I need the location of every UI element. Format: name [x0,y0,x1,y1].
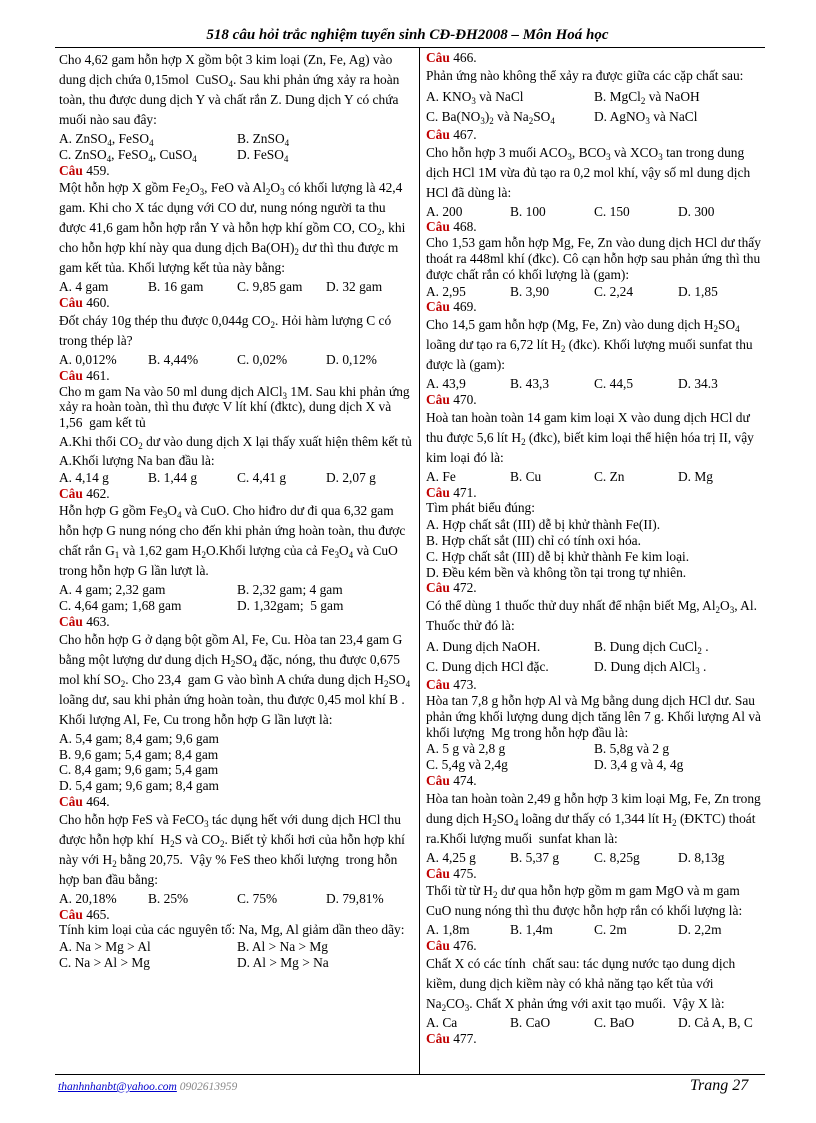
question-stem: Hòa tan hoàn toàn 2,49 g hỗn hợp 3 kim loại Mg, Fe, Zn trong dung dịch $H_2SO_4$ loãng dư thấy có 1,344 lít $H_2$ (ĐKTC) thoát ra.Khối lượng muối sunfat khan là: [426,790,761,846]
question-number: 471. [453,484,477,500]
question-number: 476. [453,938,477,954]
question-stem: Một hỗn hợp X gồm $Fe_2O_3$, FeO và $Al_2O_3$ có khối lượng là 42,4 gam. Khi cho X tác dụng với CO dư, nung nóng người ta thu được 41,6 gam hỗn hợp rắn Y và hỗn hợp khí gồm CO, $CO_2$, khi cho hỗn hợp khí này qua dung dịch $Ba(OH)_2$ dư thì thu được m gam kết tủa. Khối lượng kết tủa này bằng: [59,180,406,276]
question-number: 473. [453,677,477,693]
option-d[interactable]: D. 1,32gam; 5 gam [237,598,344,614]
question-heading [59,907,415,923]
option-a[interactable]: A. 200 [426,203,463,219]
question-label: Câu [426,126,450,142]
question-label: Câu [426,391,450,407]
question-473 [426,677,762,773]
question-470 [426,392,762,485]
answer-options [426,850,762,866]
question-heading [59,486,415,502]
option-a[interactable]: A. 5,4 gam; 8,4 gam; 9,6 gam [59,730,219,746]
option-a[interactable]: A. Dung dịch NaOH. [426,639,541,655]
question-stem: Tính kim loại của các nguyên tố: Na, Mg, Al giảm dần theo dãy: [59,922,405,938]
page-number: Trang 27 [690,1077,749,1094]
question-label: Câu [426,580,450,596]
question-number: 467. [453,126,477,142]
option-c[interactable]: C. 8,4 gam; 9,6 gam; 5,4 gam [59,762,219,778]
option-a[interactable]: A. Na > Mg > Al [59,939,151,955]
question-number: 469. [453,299,477,315]
option-b[interactable]: B. ZnSO$_4$ [237,131,290,148]
question-number: 477. [453,1030,477,1046]
question-heading [59,794,415,810]
option-c[interactable]: C. 75% [237,890,278,906]
question-stem: Cho 4,62 gam hỗn hợp X gồm bột 3 kim loại (Zn, Fe, Ag) vào dung dịch chứa 0,15mol CuSO$_4$. Sau khi phản ứng xảy ra hoàn toàn, thu được dung dịch Y và chất rắn Z. Dung dịch Y có chứa muối nào sau đây: [59,52,400,127]
option-b[interactable]: B. Hợp chất sắt (III) chỉ có tính oxi hóa. [426,532,641,548]
question-number: 463. [86,613,110,629]
question-477 [426,1031,762,1047]
page-header: 518 câu hỏi trắc nghiệm tuyển sinh CĐ-ĐH2008 – Môn Hoá học [206,27,609,43]
answer-options [426,517,762,580]
question-heading [426,219,762,235]
question-stem: Đốt cháy 10g thép thu được 0,044g $CO_2$. Hỏi hàm lượng C có trong thép là? [59,312,392,348]
question-heading [426,392,762,408]
question-label: Câu [426,865,450,881]
option-b[interactable]: B. 4,44% [148,351,199,367]
question-heading [426,773,762,789]
option-d[interactable]: D. Al > Mg > Na [237,954,329,970]
question-460 [59,295,415,368]
answer-options [59,131,415,163]
question-472 [426,580,762,677]
option-b[interactable]: B. Al > Na > Mg [237,939,328,955]
option-c[interactable]: C. $Ba(NO_3)_2$ và $Na_2SO_4$ [426,108,555,126]
question-stem: Cho hỗn hợp FeS và FeCO$_3$ tác dụng hết với dung dịch HCl thu được hỗn hợp khí $H_2S$ và $CO_2$. Biết tỷ khối hơi của hỗn hợp khí này với $H_2$ bằng 20,75. Vậy % FeS theo khối lượng trong hỗn hợp ban đầu bằng: [59,811,405,887]
option-d[interactable]: D. Cả A, B, C [678,1014,753,1030]
option-a[interactable]: A. Hợp chất sắt (III) dễ bị khử thành Fe(II). [426,517,661,533]
option-b[interactable]: B. 2,32 gam; 4 gam [237,582,343,598]
option-b[interactable]: B. CaO [510,1014,551,1030]
option-c[interactable]: C. 9,85 gam [237,279,303,295]
option-a[interactable]: A. 0,012% [59,351,117,367]
option-c[interactable]: C. Hợp chất sắt (III) dễ bị khử thành Fe kim loại. [426,548,690,564]
question-number: 474. [453,772,477,788]
option-c[interactable]: C. 150 [594,203,630,219]
question-469 [426,299,762,392]
question-stem: Cho hỗn hợp 3 muối $ACO_3$, $BCO_3$ và $XCO_3$ tan trong dung dịch HCl 1M vừa đủ tạo ra 0,2 mol khí, vậy số ml dung dịch HCl đã dùng là: [426,144,751,200]
right-column [426,50,762,1047]
answer-options [426,87,762,127]
question-461 [59,368,415,486]
question-label: Câu [59,162,83,178]
question-label: Câu [426,772,450,788]
question-468 [426,219,762,299]
footer-contact [58,1081,237,1093]
option-d[interactable]: D. 5,4 gam; 9,6 gam; 8,4 gam [59,778,219,794]
question-462 [59,486,415,614]
question-467 [426,127,762,220]
option-a[interactable]: A. ZnSO$_4$, FeSO$_4$ [59,131,154,148]
answer-options [426,376,762,392]
question-heading [59,163,415,179]
option-c[interactable]: C. 0,02% [237,351,288,367]
question-stem: Cho 1,53 gam hỗn hợp Mg, Fe, Zn vào dung dịch HCl dư thấy thoát ra 448ml khí (đkc). Cô cạn hỗn hợp sau phản ứng thì thu được chất rắn có khối lượng là (gam): [426,235,761,282]
option-b[interactable]: B. 5,37 g [510,849,560,865]
question-heading [426,938,762,954]
question-number: 470. [453,391,477,407]
option-b[interactable]: B. 16 gam [148,279,204,295]
option-c[interactable]: C. 4,41 g [237,469,287,485]
option-c[interactable]: C. Na > Al > Mg [59,954,150,970]
option-c[interactable]: C. ZnSO$_4$, FeSO$_4$, CuSO$_4$ [59,146,197,164]
option-b[interactable]: B. 9,6 gam; 5,4 gam; 8,4 gam [59,746,219,762]
option-a[interactable]: A. 1,8m [426,922,470,938]
column-divider [419,47,420,1075]
option-c[interactable]: C. 5,4g và 2,4g [426,757,508,773]
question-465 [59,907,415,971]
question-number: 461. [86,367,110,383]
option-c[interactable]: C. 4,64 gam; 1,68 gam [59,598,182,614]
question-458 [59,50,415,163]
question-stem: Hòa tan 7,8 g hỗn hợp Al và Mg bằng dung dịch HCl dư. Sau phản ứng khối lượng dung dịch tăng lên 7 g. Khối lượng Al và khối lượng Mg trong hỗn hợp đầu là: [426,692,761,740]
question-466 [426,50,762,127]
option-a[interactable]: A. 4 gam; 2,32 gam [59,582,166,598]
question-label: Câu [426,219,450,235]
question-heading [426,127,762,143]
question-label: Câu [59,613,83,629]
question-label: Câu [426,299,450,315]
question-464 [59,794,415,907]
answer-options [426,469,762,485]
question-stem: Hỗn hợp G gồm $Fe_3O_4$ và CuO. Cho hiđro dư đi qua 6,32 gam hỗn hợp G nung nóng cho đến khi phản ứng hoàn toàn, thu được chất rắn $G_1$ và 1,62 gam $H_2O.Khối$ lượng của cả $Fe_3O_4$ và CuO trong hỗn hợp G lần lượt là. [59,503,406,579]
option-a[interactable]: A. 2,95 [426,283,466,299]
question-label: Câu [426,1030,450,1046]
option-c[interactable]: C. Zn [594,468,625,484]
answer-options [426,204,762,220]
option-d[interactable]: D. 300 [678,203,715,219]
option-b[interactable]: B. MgCl$_2$ và NaOH [594,88,700,106]
answer-options [426,637,762,677]
option-a[interactable]: A. 5 g và 2,8 g [426,741,506,757]
option-d[interactable]: D. Mg [678,468,713,484]
question-label: Câu [59,295,83,311]
question-label: Câu [59,485,83,501]
question-number: 466. [453,50,477,65]
question-stem: Cho 14,5 gam hỗn hợp (Mg, Fe, Zn) vào dung dịch $H_2SO_4$ loãng dư tạo ra 6,72 lít $H_2$ (đkc). Khối lượng muối sunfat thu được là (gam): [426,317,753,373]
question-number: 464. [86,793,110,809]
question-number: 475. [453,865,477,881]
option-d[interactable]: D. Dung dịch AlCl$_3$ . [594,659,707,677]
question-stem: Cho hỗn hợp G ở dạng bột gồm Al, Fe, Cu. Hòa tan 23,4 gam G bằng một lượng dư dung dịch $H_2SO_4$ đặc, nóng, thu được 0,675 mol khí $SO_2$. Cho 23,4 gam G vào bình A chứa dung dịch $H_2SO_4$ loãng dư, sau khi phản ứng hoàn toàn, thu được 0,45 mol khí B . Khối lượng Al, Fe, Cu trong hỗn hợp G lần lượt là: [59,631,411,727]
question-label: Câu [426,484,450,500]
answer-options [426,1015,762,1031]
option-b[interactable]: B. 25% [148,890,189,906]
option-a[interactable]: A. 20,18% [59,890,117,906]
question-number: 472. [453,580,477,596]
option-a[interactable]: A. Ca [426,1014,458,1030]
answer-options [426,284,762,300]
answer-options [59,352,415,368]
option-b[interactable]: B. 100 [510,203,546,219]
question-label: Câu [426,50,450,65]
question-number: 460. [86,295,110,311]
option-b[interactable]: B. 3,90 [510,283,550,299]
option-c[interactable]: C. 2,24 [594,283,634,299]
option-a[interactable]: A. 4,14 g [59,469,109,485]
answer-options [59,891,415,907]
option-c[interactable]: C. Dung dịch HCl đặc. [426,659,549,675]
answer-options [426,922,762,938]
question-stem: Hoà tan hoàn toàn 14 gam kim loại X vào dung dịch HCl dư thu được 5,6 lít $H_2$ (đkc), biết kim loại thể hiện hóa trị II, vậy kim loại đó là: [426,409,754,465]
phone-number: 0902613959 [179,1081,238,1093]
question-number: 462. [86,485,110,501]
left-column [59,50,415,971]
question-459 [59,163,415,296]
option-d[interactable]: D. AgNO$_3$ và NaCl [594,108,698,126]
question-heading [426,50,762,66]
question-number: 468. [453,219,477,235]
question-463 [59,614,415,794]
question-number: 459. [86,162,110,178]
answer-options [426,741,762,773]
question-heading [426,580,762,596]
question-heading [426,866,762,882]
question-476 [426,938,762,1031]
option-d[interactable]: D. Đều kém bền và không tồn tại trong tự nhiên. [426,564,687,580]
answer-options [59,470,415,486]
question-474 [426,773,762,866]
option-d[interactable]: D. 32 gam [326,279,383,295]
question-heading [426,1031,762,1047]
question-stem: Cho m gam Na vào 50 ml dung dịch AlCl$_3$ 1M. Sau khi phản ứng xảy ra hoàn toàn, thì thu được V lít khí (đktc), dung dịch X và 1,56 gam kết tủ A.Khi thổi $CO_2$ dư vào dung dịch X lại thấy xuất hiện thêm kết tủ A.Khối lượng Na ban đầu là: [59,383,412,468]
question-heading [59,614,415,630]
option-d[interactable]: D. 8,13g [678,849,725,865]
option-a[interactable]: A. $KNO_3$ và NaCl [426,88,524,106]
option-d[interactable]: D. 2,2m [678,922,722,938]
option-d[interactable]: D. 1,85 [678,283,718,299]
option-a[interactable]: A. 4 gam [59,279,109,295]
option-d[interactable]: D. FeSO$_4$ [237,146,289,164]
option-d[interactable]: D. 0,12% [326,351,377,367]
option-c[interactable]: C. 44,5 [594,376,634,392]
option-d[interactable]: D. 79,81% [326,890,384,906]
question-heading [426,299,762,315]
option-b[interactable]: B. 1,44 g [148,469,198,485]
option-c[interactable]: C. BaO [594,1014,635,1030]
question-heading [426,677,762,693]
question-stem: Thổi từ từ $H_2$ dư qua hỗn hợp gồm m gam MgO và m gam CuO nung nóng thì thu được hỗn hợp rắn có khối lượng là: [426,883,743,919]
answer-options [59,279,415,295]
option-c[interactable]: C. 8,25g [594,849,640,865]
option-b[interactable]: B. 1,4m [510,922,553,938]
question-label: Câu [59,367,83,383]
question-label: Câu [426,677,450,693]
option-b[interactable]: B. 43,3 [510,376,550,392]
option-d[interactable]: D. 3,4 g và 4, 4g [594,757,684,773]
option-b[interactable]: B. Dung dịch CuCl$_2$ . [594,639,709,657]
question-label: Câu [59,793,83,809]
answer-options [59,731,415,794]
option-b[interactable]: B. 5,8g và 2 g [594,741,670,757]
option-a[interactable]: A. 4,25 g [426,849,476,865]
question-stem: Chất X có các tính chất sau: tác dụng nước tạo dung dịch kiềm, dung dịch kiềm này có khả năng tạo kết tủa với $Na_2CO_3$. Chất X phản ứng với axit tạo muối. Vậy X là: [426,955,736,1013]
question-stem: Phản ứng nào không thể xảy ra được giữa các cặp chất sau: [426,67,744,83]
question-heading [59,368,415,384]
question-label: Câu [59,906,83,922]
option-d[interactable]: D. 34.3 [678,376,718,392]
option-c[interactable]: C. 2m [594,922,627,938]
question-475 [426,866,762,939]
question-stem: Có thể dùng 1 thuốc thử duy nhất để nhận biết Mg, $Al_2O_3$, Al. Thuốc thử đó là: [426,598,757,634]
question-number: 465. [86,906,110,922]
option-d[interactable]: D. 2,07 g [326,469,376,485]
question-label: Câu [426,938,450,954]
question-heading [426,485,762,501]
option-a[interactable]: A. Fe [426,468,456,484]
answer-options [59,939,415,971]
question-471 [426,485,762,581]
email-link[interactable]: thanhnhanbt@yahoo.com [58,1081,177,1093]
question-stem: Tìm phát biểu đúng: [426,500,535,516]
answer-options [59,582,415,614]
option-b[interactable]: B. Cu [510,468,542,484]
option-a[interactable]: A. 43,9 [426,376,466,392]
question-heading [59,295,415,311]
